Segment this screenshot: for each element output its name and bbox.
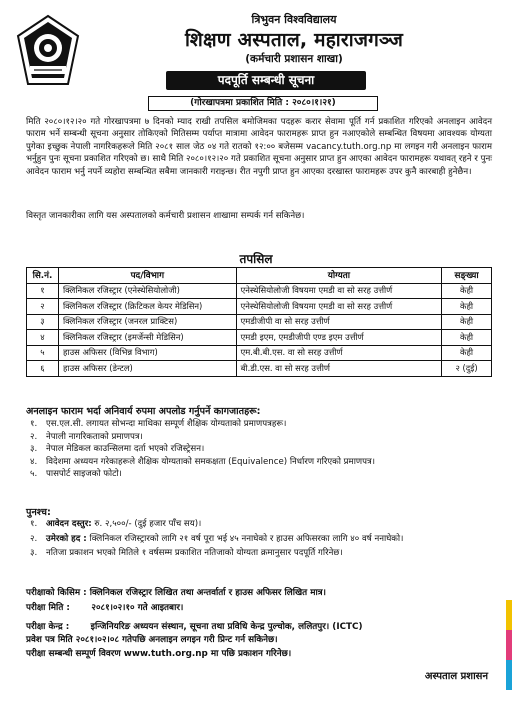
table-row <box>27 345 492 361</box>
postscript-title: पुनश्च: <box>26 507 51 518</box>
cell-post: क्लिनिकल रजिस्ट्रार (एनेस्थेसियोलोजी) <box>58 283 236 299</box>
cell-count: केही <box>442 299 492 315</box>
cell-count: २ (दुई) <box>442 361 492 377</box>
result-text: नतिजा प्रकाशन भएको मितिले १ वर्षसम्म प्रकाशित नतिजाको योग्यता क्रमानुसार पदपूर्ति गरिनेछ। <box>46 548 343 559</box>
documents-title: अनलाइन फाराम भर्दा अनिवार्य रुपमा अपलोड गर्नुपर्ने कागजातहरू: <box>26 406 261 417</box>
cell-count: केही <box>442 330 492 346</box>
print-mark-cyan <box>506 660 512 690</box>
exam-center: परीक्षा केन्द्र : इन्जिनियरिङ अध्ययन संस्थान, सूचना तथा प्रविधि केन्द्र पुल्चोक, ललितपुर। (ICTC) <box>26 622 363 632</box>
list-item: ३. नेपाल मेडिकल काउन्सिलमा दर्ता भएको रजिस्ट्रेसन। <box>30 444 205 455</box>
postscript-list <box>30 518 492 562</box>
exam-info: परीक्षा सम्बन्धी सम्पूर्ण विवरण www.tuth.org.np मा पछि प्रकाशन गरिनेछ। <box>26 649 292 659</box>
table-header-row <box>27 268 492 284</box>
contact-paragraph: विस्तृत जानकारीका लागि यस अस्पतालको कर्मचारी प्रशासन शाखामा सम्पर्क गर्न सकिनेछ। <box>26 211 305 221</box>
cell-post: हाउस अफिसर (विभिन्न विभाग) <box>58 345 236 361</box>
cell-count: केही <box>442 314 492 330</box>
cell-qualification: एनेस्थेसियोलोजी विषयमा एमडी वा सो सरह उत्तीर्ण <box>236 283 442 299</box>
positions-table <box>26 267 492 377</box>
age-label: उमेरको हद : <box>46 533 87 544</box>
hospital-name: शिक्षण अस्पताल, महाराजगञ्ज <box>184 29 404 51</box>
exam-method: परीक्षाको किसिम : क्लिनिकल रजिस्ट्रार लिखित तथा अन्तर्वार्ता र हाउस अफिसर लिखित मात्र। <box>26 588 326 598</box>
cell-qualification: एमडीजीपी वा सो सरह उत्तीर्ण <box>236 314 442 330</box>
list-item: ४. विदेशमा अध्ययन गरेकाहरूले शैक्षिक योग्यताको समकक्षता (Equivalence) निर्धारण गरिएको प्रमाणपत्र। <box>30 456 376 467</box>
cell-count: केही <box>442 283 492 299</box>
fee-label: आवेदन दस्तुर: <box>46 519 92 529</box>
details-title: तपसिल <box>239 252 273 266</box>
university-name: त्रिभुवन विश्वविद्यालय <box>251 13 337 26</box>
cell-sn: ३ <box>27 314 59 330</box>
university-logo-icon <box>16 14 80 90</box>
list-item: ५. पासपोर्ट साइजको फोटो। <box>30 469 122 480</box>
cell-post: हाउस अफिसर (डेन्टल) <box>58 361 236 377</box>
list-item: २. उमेरको हद : क्लिनिकल रजिस्ट्रारको लागि २१ वर्ष पूरा भई ४५ ननाघेको र हाउस अफिसरका लागि ४० वर्ष ननाघेको। <box>30 533 404 544</box>
cell-sn: ६ <box>27 361 59 377</box>
cell-sn: १ <box>27 283 59 299</box>
cell-sn: २ <box>27 299 59 315</box>
published-date: (गोरखापत्रमा प्रकाशित मिति : २०८०।१।२१) <box>148 96 378 111</box>
cell-qualification: बी.डी.एस. वा सो सरह उत्तीर्ण <box>236 361 442 377</box>
table-row <box>27 283 492 299</box>
header-qualification: योग्यता <box>236 268 442 284</box>
cell-sn: ५ <box>27 345 59 361</box>
table-row <box>27 361 492 377</box>
age-text: क्लिनिकल रजिस्ट्रारको लागि २१ वर्ष पूरा भई ४५ ननाघेको र हाउस अफिसरका लागि ४० वर्ष ननाघेको। <box>86 533 404 544</box>
documents-list <box>30 418 492 481</box>
cell-qualification: एमडी इएम, एमडीजीपी एण्ड इएम उत्तीर्ण <box>236 330 442 346</box>
intro-paragraph: मिति २०८०।१२।२० गते गोरखापत्रमा ७ दिनको म्याद राखी तपसिल बमोजिमका पदहरू करार सेवामा पूर्ति गर्न प्रकाशित गरिएको अनलाइन आवेदन फाराम भर्ने सम्बन्धी सूचना अनुसार तोकिएको मितिसम्म पर्याप्त मात्रामा आवेदन फारामहरू प्राप्त हुन नआएकोले सम्बन्धित विषयमा आवश्यक योग्यता पुगेका इच्छुक नेपाली नागरिकहरूले मिति २०८१ साल जेठ ०४ गते रातको १२:०० बजेसम्म vacancy.tuth.org.np मा लगइन गरी अनलाइन फाराम भर्नुहुन पुनः सूचना प्रकाशित गरिएको छ। साथै मिति २०८०।१२।२० गते प्रकाशित सूचना अनुसार प्राप्त हुन आएका आवेदन फारामहरू यथावत् रहने र पुनः आवेदन फाराम भर्नु नपर्ने व्यहोरा सम्बन्धित सबैमा जानकारी गराइन्छ। रीत नपुगी प्राप्त हुन आएका दरखास्त फारामहरू उपर कुनै कारबाही हुनेछैन। <box>26 117 492 177</box>
cell-post: क्लिनिकल रजिस्ट्रार (जनरल प्राक्टिस) <box>58 314 236 330</box>
list-item: ३. नतिजा प्रकाशन भएको मितिले १ वर्षसम्म प्रकाशित नतिजाको योग्यता क्रमानुसार पदपूर्ति गरिनेछ। <box>30 548 343 559</box>
cell-post: क्लिनिकल रजिस्ट्रार (इमर्जेन्सी मेडिसिन) <box>58 330 236 346</box>
cell-qualification: एनेस्थेसियोलोजी विषयमा एमडी वा सो सरह उत्तीर्ण <box>236 299 442 315</box>
cell-sn: ४ <box>27 330 59 346</box>
cell-post: क्लिनिकल रजिस्ट्रार (क्रिटिकल केयर मेडिसिन) <box>58 299 236 315</box>
list-item: १. एस.एल.सी. लगायत सोभन्दा माथिका सम्पूर्ण शैक्षिक योग्यताको प्रमाणपत्रहरू। <box>30 419 287 429</box>
signature: अस्पताल प्रशासन <box>424 671 488 682</box>
branch-name: (कर्मचारी प्रशासन शाखा) <box>245 53 343 65</box>
header-post: पद/विभाग <box>58 268 236 284</box>
fee-text: रु. २,५००/- (दुई हजार पाँच सय)। <box>91 519 202 529</box>
table-row <box>27 299 492 315</box>
notice-title: पदपूर्ति सम्बन्धी सूचना <box>166 71 366 90</box>
admit-card-info: प्रवेश पत्र मिति २०८१।०२।०८ गतेपछि अनलाइन लगइन गरी प्रिन्ट गर्न सकिनेछ। <box>26 635 278 645</box>
print-mark-magenta <box>506 630 512 660</box>
cell-qualification: एम.बी.बी.एस. वा सो सरह उत्तीर्ण <box>236 345 442 361</box>
header-count: सङ्ख्या <box>442 268 492 284</box>
table-row <box>27 330 492 346</box>
header-sn: सि.नं. <box>27 268 59 284</box>
exam-date: परीक्षा मिति : २०८१।०२।१० गते आइतबार। <box>26 603 184 613</box>
list-item: २. नेपाली नागरिकताको प्रमाणपत्र। <box>30 431 143 442</box>
print-mark-yellow <box>506 600 512 630</box>
table-row <box>27 314 492 330</box>
list-item: १. आवेदन दस्तुर: रु. २,५००/- (दुई हजार पाँच सय)। <box>30 519 202 529</box>
cell-count: केही <box>442 345 492 361</box>
